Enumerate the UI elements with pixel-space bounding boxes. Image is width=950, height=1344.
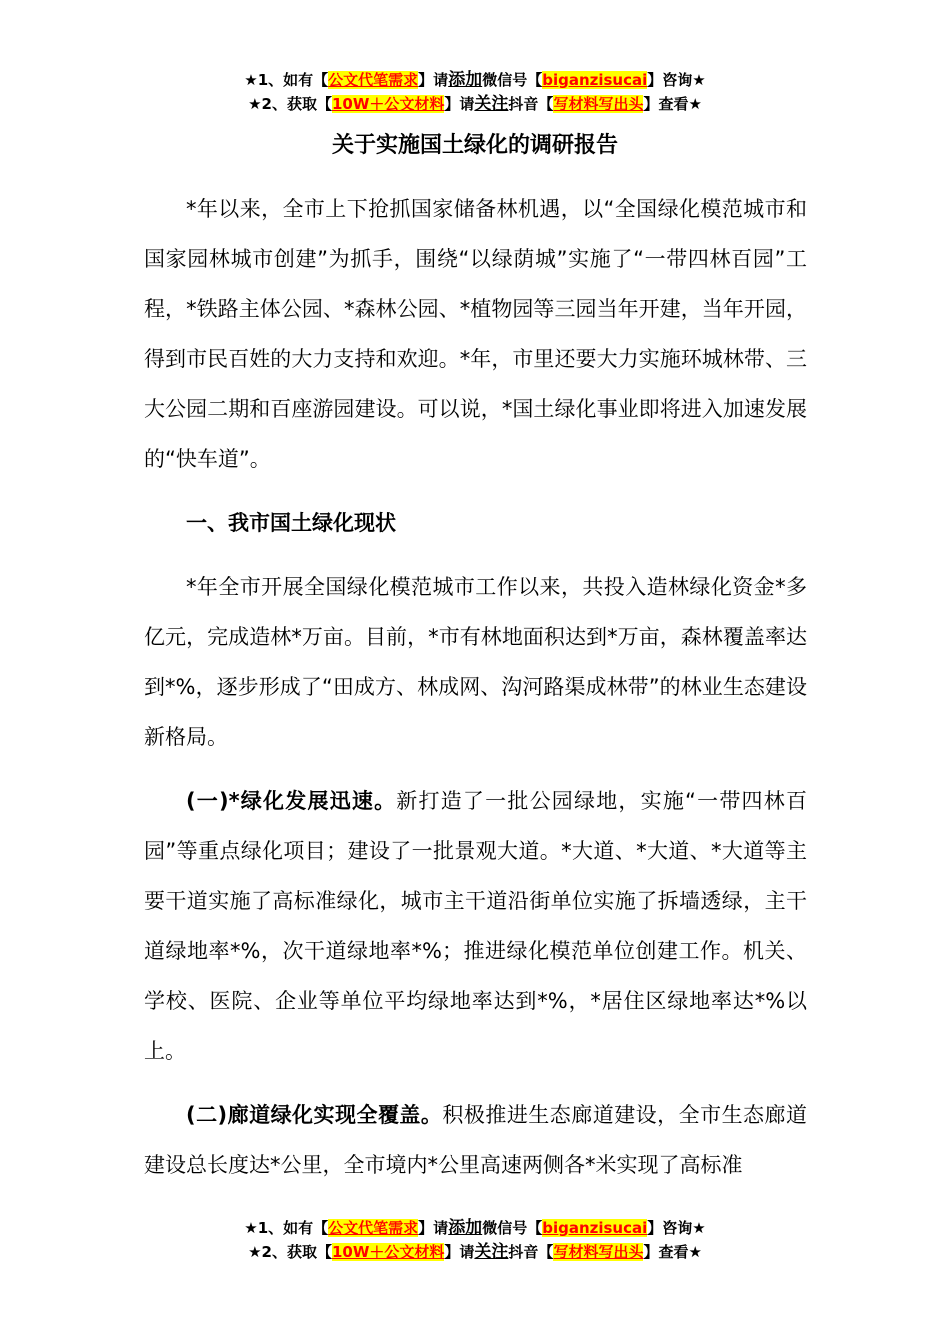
header-banner bbox=[0, 68, 950, 116]
banner-emphasis: 关注 bbox=[474, 1242, 509, 1262]
numbered-item-1 bbox=[144, 776, 807, 1076]
banner-text: 抖音【 bbox=[508, 95, 554, 113]
banner-text: 抖音【 bbox=[508, 1243, 554, 1261]
banner-text: 】请 bbox=[444, 1243, 475, 1261]
intro-paragraph: *年以来，全市上下抢抓国家储备林机遇，以“全国绿化模范城市和国家园林城市创建”为抓手，围绕“以绿荫城”实施了“一带四林百园”工程，*铁路主体公园、*森林公园、*植物园等三园当年开建，当年开园，得到市民百姓的大力支持和欢迎。*年，市里还要大力实施环城林带、三大公园二期和百座游园建设。可以说，*国土绿化事业即将进入加速发展的“快车道”。 bbox=[144, 197, 807, 471]
banner-highlight: 公文代笔需求 bbox=[328, 1219, 419, 1237]
banner-text: 微信号【 bbox=[482, 71, 543, 89]
numbered-item-2 bbox=[144, 1090, 807, 1190]
section-heading: 一、我市国土绿化现状 bbox=[186, 511, 396, 535]
banner-highlight: 10W＋公文材料 bbox=[331, 95, 445, 113]
banner-text: 微信号【 bbox=[482, 1219, 543, 1237]
banner-highlight: biganzisucai bbox=[542, 71, 648, 89]
banner-text: ★1、如有【 bbox=[244, 71, 329, 89]
banner-text: 】咨询★ bbox=[647, 1219, 706, 1237]
banner-emphasis: 添加 bbox=[448, 70, 483, 90]
banner-line-1 bbox=[0, 1216, 950, 1240]
banner-emphasis: 关注 bbox=[474, 94, 509, 114]
banner-line-1 bbox=[0, 68, 950, 92]
banner-text: 】请 bbox=[444, 95, 475, 113]
document-body bbox=[144, 184, 807, 1204]
banner-highlight: 写材料写出头 bbox=[553, 95, 644, 113]
banner-line-2 bbox=[0, 1240, 950, 1264]
banner-highlight: biganzisucai bbox=[542, 1219, 648, 1237]
banner-text: ★1、如有【 bbox=[244, 1219, 329, 1237]
banner-text: 】咨询★ bbox=[647, 71, 706, 89]
banner-text: 】查看★ bbox=[643, 95, 702, 113]
banner-highlight: 写材料写出头 bbox=[553, 1243, 644, 1261]
banner-text: 】查看★ bbox=[643, 1243, 702, 1261]
item-lead: (一)*绿化发展迅速。 bbox=[186, 789, 397, 813]
item-text: 新打造了一批公园绿地，实施“一带四林百园”等重点绿化项目；建设了一批景观大道。*大道、*大道、*大道等主要干道实施了高标准绿化，城市主干道沿街单位实施了拆墙透绿，主干道绿地率*%，次干道绿地率*%；推进绿化模范单位创建工作。机关、学校、医院、企业等单位平均绿地率达到*%，*居住区绿地率达*%以上。 bbox=[144, 789, 807, 1063]
body-paragraph: *年全市开展全国绿化模范城市工作以来，共投入造林绿化资金*多亿元，完成造林*万亩。目前，*市有林地面积达到*万亩，森林覆盖率达到*%，逐步形成了“田成方、林成网、沟河路渠成林带”的林业生态建设新格局。 bbox=[144, 575, 807, 749]
item-lead: (二)廊道绿化实现全覆盖。 bbox=[186, 1103, 443, 1127]
banner-text: ★2、获取【 bbox=[248, 95, 332, 113]
banner-emphasis: 添加 bbox=[448, 1218, 483, 1238]
banner-highlight: 公文代笔需求 bbox=[328, 71, 419, 89]
document-title: 关于实施国土绿化的调研报告 bbox=[331, 133, 618, 158]
footer-banner bbox=[0, 1216, 950, 1264]
banner-text: 】请 bbox=[418, 1219, 449, 1237]
banner-line-2 bbox=[0, 92, 950, 116]
item-text: 积极推进生态廊道建设，全市生态廊道建设总长度达*公里，全市境内*公里高速两侧各*米实现了高标准 bbox=[144, 1103, 808, 1177]
banner-highlight: 10W＋公文材料 bbox=[331, 1243, 445, 1261]
banner-text: ★2、获取【 bbox=[248, 1243, 332, 1261]
banner-text: 】请 bbox=[418, 71, 449, 89]
